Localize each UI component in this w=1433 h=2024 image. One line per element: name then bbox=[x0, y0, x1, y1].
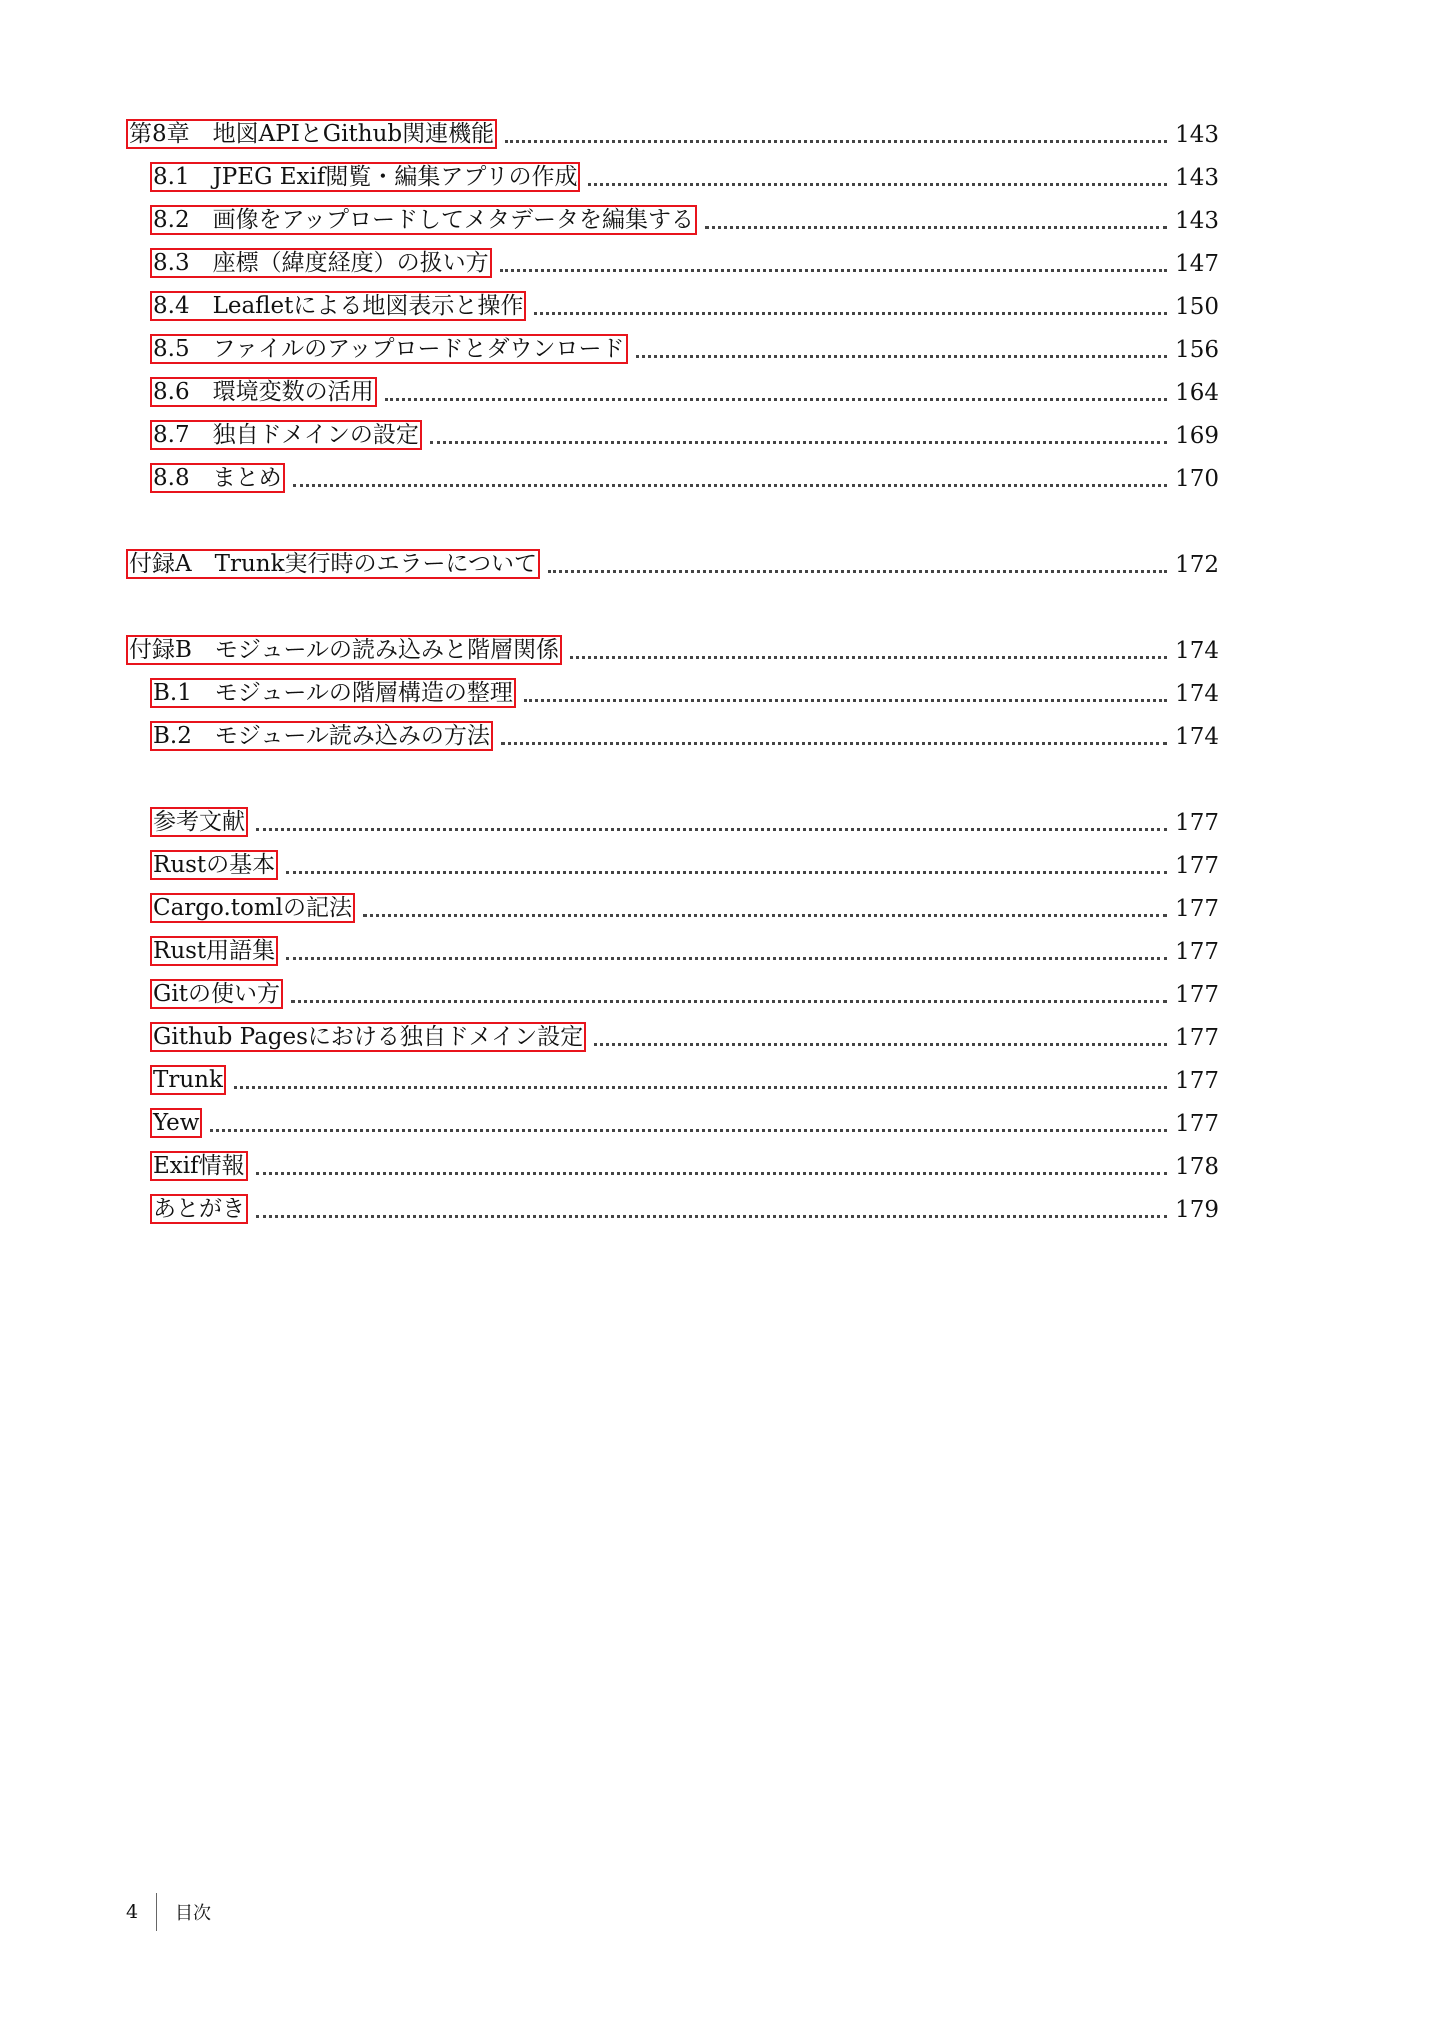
toc-entry[interactable] bbox=[126, 115, 1219, 149]
footer-title: 目次 bbox=[175, 1903, 211, 1924]
dot-leader bbox=[286, 957, 1167, 960]
dot-leader bbox=[256, 1172, 1167, 1175]
toc-entry-page: 150 bbox=[1175, 294, 1219, 320]
toc-entry-label[interactable]: B.1 モジュールの階層構造の整理 bbox=[150, 678, 516, 708]
toc-entry-label[interactable]: Github Pagesにおける独自ドメイン設定 bbox=[150, 1022, 586, 1052]
toc-entry-page: 170 bbox=[1175, 466, 1219, 492]
toc-entry-page: 174 bbox=[1175, 724, 1219, 750]
toc-entry[interactable] bbox=[126, 545, 1219, 579]
toc-entry[interactable] bbox=[150, 330, 1219, 364]
toc-entry-label[interactable]: 8.3 座標（緯度経度）の扱い方 bbox=[150, 248, 492, 278]
toc-entry-label[interactable]: 8.1 JPEG Exif閲覧・編集アプリの作成 bbox=[150, 162, 580, 192]
toc-entry-page: 177 bbox=[1175, 853, 1219, 879]
toc-entry[interactable] bbox=[150, 975, 1219, 1009]
toc-entry[interactable] bbox=[150, 1061, 1219, 1095]
toc-entry[interactable] bbox=[150, 1190, 1219, 1224]
toc-entry[interactable] bbox=[126, 631, 1219, 665]
dot-leader bbox=[430, 441, 1167, 444]
dot-leader bbox=[256, 1215, 1167, 1218]
toc-entry-label[interactable]: Yew bbox=[150, 1108, 202, 1138]
toc-entry-label[interactable]: Gitの使い方 bbox=[150, 979, 283, 1009]
dot-leader bbox=[524, 699, 1167, 702]
toc-entry-page: 177 bbox=[1175, 810, 1219, 836]
dot-leader bbox=[256, 828, 1167, 831]
toc-entry-page: 177 bbox=[1175, 1111, 1219, 1137]
toc-entry-label[interactable]: 8.8 まとめ bbox=[150, 463, 285, 493]
toc-entry-label[interactable]: 参考文献 bbox=[150, 807, 248, 837]
dot-leader bbox=[234, 1086, 1167, 1089]
dot-leader bbox=[588, 183, 1167, 186]
toc-entry-page: 147 bbox=[1175, 251, 1219, 277]
toc-entry-page: 177 bbox=[1175, 1025, 1219, 1051]
toc-entry-label[interactable]: 8.2 画像をアップロードしてメタデータを編集する bbox=[150, 205, 697, 235]
toc-entry[interactable] bbox=[150, 1018, 1219, 1052]
toc-entry-page: 164 bbox=[1175, 380, 1219, 406]
toc-entry[interactable] bbox=[150, 244, 1219, 278]
toc-entry[interactable] bbox=[150, 889, 1219, 923]
toc-entry-page: 143 bbox=[1175, 208, 1219, 234]
toc-entry-label[interactable]: あとがき bbox=[150, 1194, 248, 1224]
toc-entry-page: 177 bbox=[1175, 982, 1219, 1008]
toc-entry[interactable] bbox=[150, 416, 1219, 450]
page-footer bbox=[126, 1895, 211, 1929]
toc-entry-label[interactable]: 8.6 環境変数の活用 bbox=[150, 377, 377, 407]
toc-entry-label[interactable]: 8.7 独自ドメインの設定 bbox=[150, 420, 422, 450]
footer-divider bbox=[156, 1893, 157, 1931]
toc-entry-label[interactable]: 付録B モジュールの読み込みと階層関係 bbox=[126, 635, 562, 665]
toc-entry[interactable] bbox=[150, 803, 1219, 837]
toc-entry[interactable] bbox=[150, 674, 1219, 708]
toc-entry-page: 172 bbox=[1175, 552, 1219, 578]
dot-leader bbox=[291, 1000, 1167, 1003]
toc-entry-label[interactable]: B.2 モジュール読み込みの方法 bbox=[150, 721, 493, 751]
toc-entry[interactable] bbox=[150, 158, 1219, 192]
dot-leader bbox=[363, 914, 1167, 917]
toc-entry-page: 177 bbox=[1175, 1068, 1219, 1094]
toc-entry[interactable] bbox=[150, 1104, 1219, 1138]
toc-entry-label[interactable]: Trunk bbox=[150, 1065, 226, 1095]
dot-leader bbox=[293, 484, 1168, 487]
dot-leader bbox=[500, 269, 1168, 272]
toc-entry[interactable] bbox=[150, 717, 1219, 751]
toc-entry-label[interactable]: Rust用語集 bbox=[150, 936, 278, 966]
toc-entry-page: 178 bbox=[1175, 1154, 1219, 1180]
toc-entry-page: 156 bbox=[1175, 337, 1219, 363]
toc-entry-page: 143 bbox=[1175, 165, 1219, 191]
footer-page-number: 4 bbox=[126, 1901, 139, 1923]
dot-leader bbox=[385, 398, 1168, 401]
toc-entry-label[interactable]: 8.4 Leafletによる地図表示と操作 bbox=[150, 291, 526, 321]
toc-entry[interactable] bbox=[150, 459, 1219, 493]
dot-leader bbox=[548, 570, 1167, 573]
toc-entry[interactable] bbox=[150, 846, 1219, 880]
toc-entry-page: 179 bbox=[1175, 1197, 1219, 1223]
toc-entry[interactable] bbox=[150, 373, 1219, 407]
dot-leader bbox=[534, 312, 1167, 315]
dot-leader bbox=[501, 742, 1167, 745]
toc-entry-page: 174 bbox=[1175, 681, 1219, 707]
dot-leader bbox=[570, 656, 1167, 659]
dot-leader bbox=[286, 871, 1167, 874]
toc-entry-page: 143 bbox=[1175, 122, 1219, 148]
toc-entry-page: 169 bbox=[1175, 423, 1219, 449]
toc-entry-label[interactable]: Exif情報 bbox=[150, 1151, 248, 1181]
toc-entry[interactable] bbox=[150, 287, 1219, 321]
toc-entry[interactable] bbox=[150, 932, 1219, 966]
toc-entry-page: 177 bbox=[1175, 896, 1219, 922]
dot-leader bbox=[594, 1043, 1167, 1046]
toc-entry-page: 177 bbox=[1175, 939, 1219, 965]
toc-entry-label[interactable]: 第8章 地図APIとGithub関連機能 bbox=[126, 119, 497, 149]
toc-entry-label[interactable]: Cargo.tomlの記法 bbox=[150, 893, 355, 923]
dot-leader bbox=[636, 355, 1168, 358]
dot-leader bbox=[705, 226, 1167, 229]
dot-leader bbox=[505, 140, 1167, 143]
dot-leader bbox=[210, 1129, 1167, 1132]
toc-entry-label[interactable]: Rustの基本 bbox=[150, 850, 278, 880]
toc-entry-label[interactable]: 付録A Trunk実行時のエラーについて bbox=[126, 549, 540, 579]
toc-entry-label[interactable]: 8.5 ファイルのアップロードとダウンロード bbox=[150, 334, 628, 364]
toc-entry-page: 174 bbox=[1175, 638, 1219, 664]
toc-entry[interactable] bbox=[150, 201, 1219, 235]
toc-entry[interactable] bbox=[150, 1147, 1219, 1181]
